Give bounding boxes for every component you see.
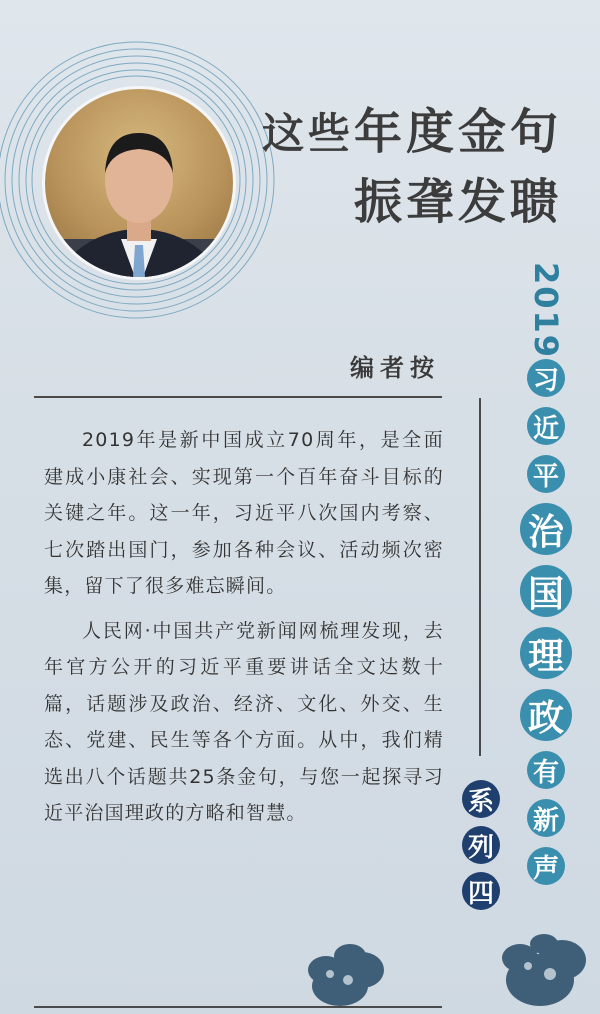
paragraph: 人民网·中国共产党新闻网梳理发现，去年官方公开的习近平重要讲话全文达数十篇，话题涉及政治、经济、文化、外交、生态、党建、民生等各个方面。从中，我们精选出八个话题共25条金句，与您一起探寻习近平治国理政的方略和智慧。 xyxy=(44,619,444,824)
side-char: 治 xyxy=(520,503,572,555)
editor-note-heading: 编者按 xyxy=(350,353,440,382)
series-number-label xyxy=(462,776,500,914)
side-char: 国 xyxy=(520,565,572,617)
series-char: 系 xyxy=(462,780,500,818)
divider-vertical xyxy=(479,398,481,756)
side-char: 习 xyxy=(527,359,565,397)
portrait-photo xyxy=(42,86,236,280)
divider-top xyxy=(34,396,442,398)
side-char: 政 xyxy=(520,689,572,741)
page-title: 这些年度金句 振聋发聩 xyxy=(261,104,562,230)
paragraph: 2019年是新中国成立70周年，是全面建成小康社会、实现第一个百年奋斗目标的关键之年。这一年，习近平八次国内考察、七次踏出国门，参加各种会议、活动频次密集，留下了很多难忘瞬间。 xyxy=(44,429,444,597)
ink-tree-decoration xyxy=(300,930,600,1014)
side-char: 有 xyxy=(527,751,565,789)
series-char: 四 xyxy=(462,872,500,910)
editor-note-body xyxy=(44,422,444,840)
side-char: 理 xyxy=(520,627,572,679)
side-char: 近 xyxy=(527,407,565,445)
year-label: 2019 xyxy=(527,262,565,360)
series-vertical-label xyxy=(516,262,576,890)
side-char: 平 xyxy=(527,455,565,493)
side-char: 声 xyxy=(527,847,565,885)
side-char: 新 xyxy=(527,799,565,837)
series-char: 列 xyxy=(462,826,500,864)
